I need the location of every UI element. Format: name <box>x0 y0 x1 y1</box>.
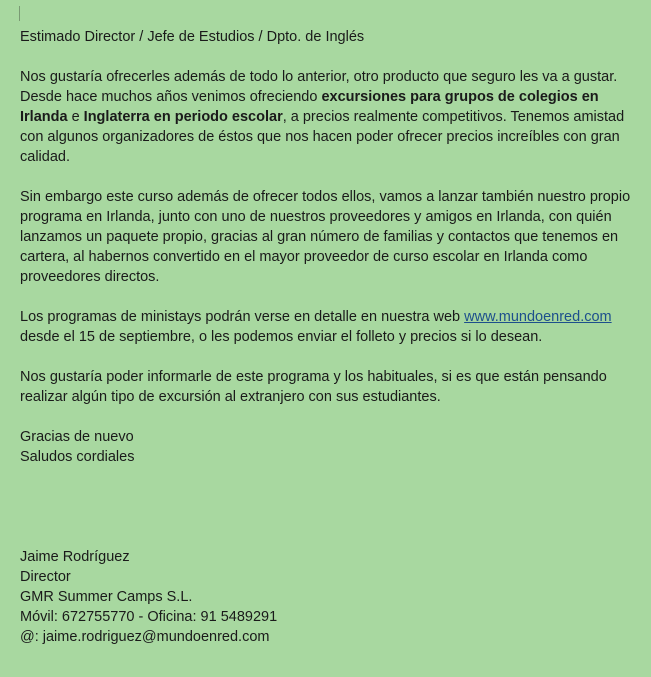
paragraph-website <box>20 307 633 347</box>
paragraph-offer-text-1: Nos gustaría ofrecerles además de todo lo anterior, otro producto que seguro les va a gustar. Desde hace muchos años venimos ofreciendo <box>20 69 618 105</box>
paragraph-offer-text-2: e <box>67 109 84 125</box>
greeting-line: Estimado Director / Jefe de Estudios / Dpto. de Inglés <box>20 29 365 45</box>
closing-regards: Saludos cordiales <box>20 449 135 465</box>
paragraph-website-text-1: Los programas de ministays podrán verse en detalle en nuestra web <box>20 309 465 325</box>
signature-name: Jaime Rodríguez <box>20 549 130 565</box>
signature-email: @: jaime.rodriguez@mundoenred.com <box>20 629 270 645</box>
closing-block <box>20 427 633 467</box>
signature-company: GMR Summer Camps S.L. <box>20 589 193 605</box>
paragraph-offer-text-3: , a precios realmente competitivos. Tenemos amistad con algunos organizadores de éstos que nos hacen poder ofrecer precios increíbles con gran calidad. <box>20 109 625 165</box>
signature-block <box>20 547 633 647</box>
signature-phones: Móvil: 672755770 - Oficina: 91 5489291 <box>20 609 278 625</box>
paragraph-offer <box>20 67 633 167</box>
paragraph-info: Nos gustaría poder informarle de este programa y los habituales, si es que están pensando realizar algún tipo de excursión al extranjero con sus estudiantes. <box>20 369 607 405</box>
highlight-england-school-period: Inglaterra en periodo escolar <box>83 109 283 125</box>
paragraph-website-text-2: desde el 15 de septiembre, o les podemos enviar el folleto y precios si lo desean. <box>20 329 543 345</box>
paragraph-program: Sin embargo este curso además de ofrecer todos ellos, vamos a lanzar también nuestro propio programa en Irlanda, junto con uno de nuestros proveedores y amigos en Irlanda, con quién lanzamos un paquete propio, gracias al gran número de familias y contactos que tenemos en cartera, al habernos convertido en el mayor proveedor de curso escolar en Irlanda como proveedores directos. <box>20 189 631 285</box>
closing-thanks: Gracias de nuevo <box>20 429 134 445</box>
highlight-ireland-excursions: excursiones para grupos de colegios en Irlanda <box>20 89 599 125</box>
text-cursor <box>19 6 20 21</box>
website-link[interactable]: www.mundoenred.com <box>464 309 612 325</box>
signature-role: Director <box>20 569 71 585</box>
